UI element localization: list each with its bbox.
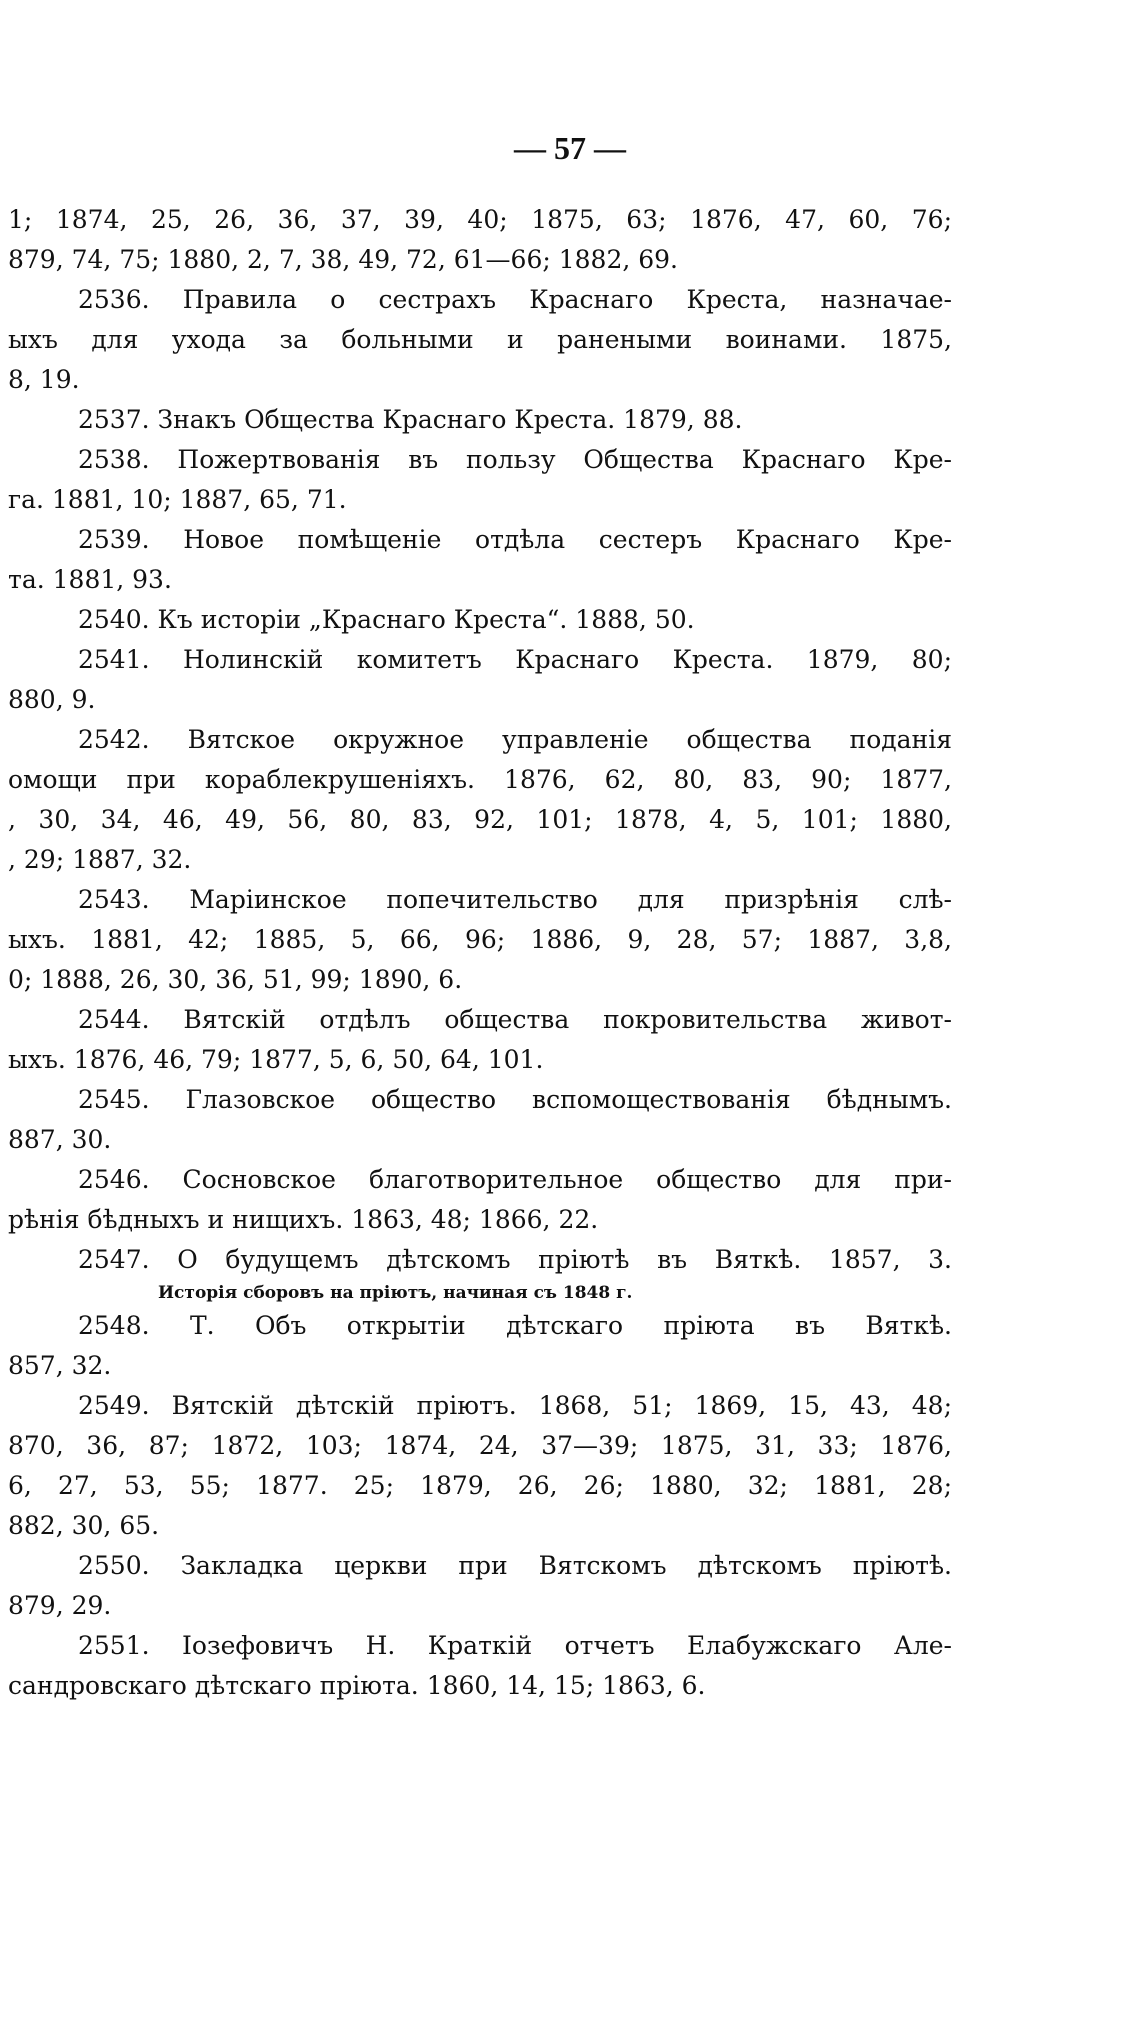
- text-line: 882, 30, 65.: [8, 1511, 160, 1540]
- text-line: 2542. Вятское окружное управленіе общества поданія: [78, 725, 952, 754]
- entries-block-1: [8, 200, 952, 1280]
- text-line: 2536. Правила о сестрахъ Краснаго Креста, назначае-: [78, 285, 952, 314]
- text-line: 2541. Нолинскій комитетъ Краснаго Креста. 1879, 80;: [78, 645, 952, 674]
- text-line: 2550. Закладка церкви при Вятскомъ дѣтскомъ пріютѣ.: [78, 1551, 952, 1580]
- text-line: 1; 1874, 25, 26, 36, 37, 39, 40; 1875, 63; 1876, 47, 60, 76;: [8, 205, 952, 234]
- text-line: 2544. Вятскій отдѣлъ общества покровительства живот-: [78, 1005, 952, 1034]
- text-line: 880, 9.: [8, 685, 96, 714]
- text-line: омощи при кораблекрушеніяхъ. 1876, 62, 80, 83, 90; 1877,: [8, 765, 952, 794]
- text-line: 6, 27, 53, 55; 1877. 25; 1879, 26, 26; 1880, 32; 1881, 28;: [8, 1471, 952, 1500]
- text-line: 887, 30.: [8, 1125, 112, 1154]
- text-line: 2546. Сосновское благотворительное общество для при-: [78, 1165, 952, 1194]
- text-line: ыхъ. 1876, 46, 79; 1877, 5, 6, 50, 64, 101.: [8, 1045, 544, 1074]
- text-line: 8, 19.: [8, 365, 80, 394]
- text-line: 2551. Іозефовичъ Н. Краткій отчетъ Елабужскаго Але-: [78, 1631, 952, 1660]
- text-line: 2538. Пожертвованія въ пользу Общества Краснаго Кре-: [78, 445, 952, 474]
- page-number: — 57 —: [514, 130, 626, 166]
- text-line: 2545. Глазовское общество вспомоществованія бѣднымъ.: [78, 1085, 952, 1114]
- text-line: рѣнія бѣдныхъ и нищихъ. 1863, 48; 1866, 22.: [8, 1205, 599, 1234]
- text-line: га. 1881, 10; 1887, 65, 71.: [8, 485, 347, 514]
- text-line: ыхъ для ухода за больными и ранеными воинами. 1875,: [8, 325, 952, 354]
- text-line: та. 1881, 93.: [8, 565, 172, 594]
- text-line: 2547. О будущемъ дѣтскомъ пріютѣ въ Вяткѣ. 1857, 3.: [78, 1245, 952, 1274]
- text-line: 857, 32.: [8, 1351, 112, 1380]
- text-line: , 30, 34, 46, 49, 56, 80, 83, 92, 101; 1878, 4, 5, 101; 1880,: [8, 805, 952, 834]
- text-line: 2543. Маріинское попечительство для призрѣнія слѣ-: [78, 885, 952, 914]
- text-line: 870, 36, 87; 1872, 103; 1874, 24, 37—39; 1875, 31, 33; 1876,: [8, 1431, 952, 1460]
- text-line: , 29; 1887, 32.: [8, 845, 192, 874]
- text-line: сандровскаго дѣтскаго пріюта. 1860, 14, 15; 1863, 6.: [8, 1671, 706, 1700]
- text-line: 2540. Къ исторіи „Краснаго Креста“. 1888, 50.: [78, 605, 695, 634]
- text-line: 879, 29.: [8, 1591, 112, 1620]
- text-line: 879, 74, 75; 1880, 2, 7, 38, 49, 72, 61—66; 1882, 69.: [8, 245, 678, 274]
- text-line: 2548. Т. Объ открытіи дѣтскаго пріюта въ Вяткѣ.: [78, 1311, 952, 1340]
- entry-note: Исторія сборовъ на пріютъ, начиная съ 1848 г.: [158, 1283, 633, 1303]
- text-line: 2539. Новое помѣщеніе отдѣла сестеръ Краснаго Кре-: [78, 525, 952, 554]
- text-line: 0; 1888, 26, 30, 36, 51, 99; 1890, 6.: [8, 965, 463, 994]
- entries-block-2: [8, 1306, 952, 1706]
- text-line: 2537. Знакъ Общества Краснаго Креста. 1879, 88.: [78, 405, 743, 434]
- text-line: ыхъ. 1881, 42; 1885, 5, 66, 96; 1886, 9, 28, 57; 1887, 3,8,: [8, 925, 952, 954]
- index-text: [8, 200, 952, 1706]
- text-line: 2549. Вятскій дѣтскій пріютъ. 1868, 51; 1869, 15, 43, 48;: [78, 1391, 952, 1420]
